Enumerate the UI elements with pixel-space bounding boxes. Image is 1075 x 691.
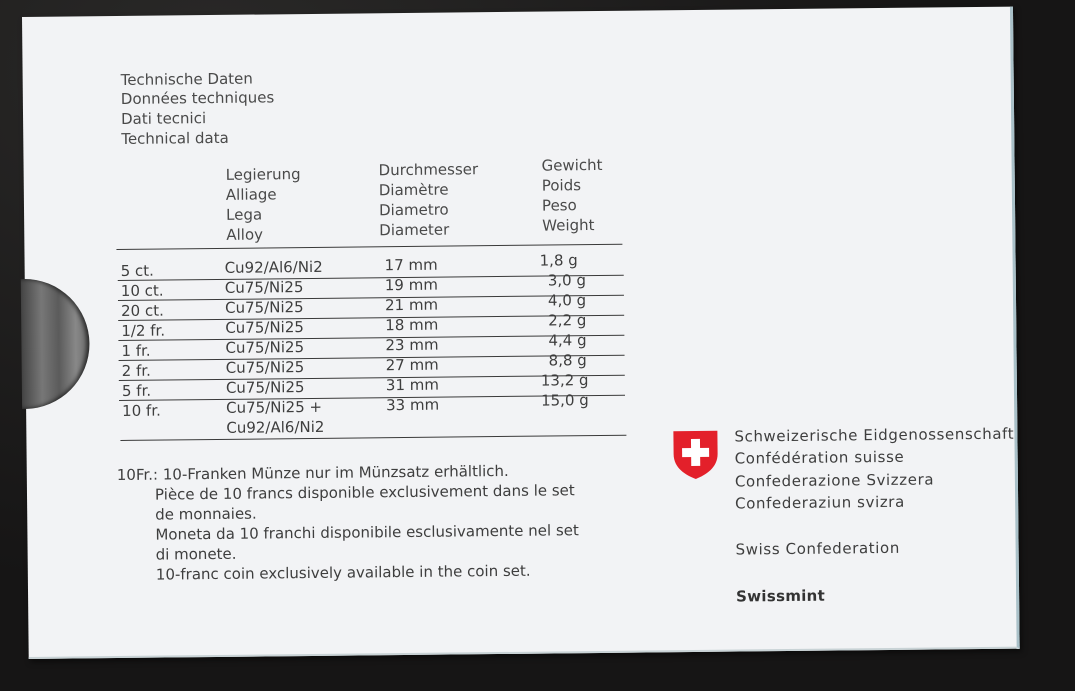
note-fr-2: de monnaies. xyxy=(155,504,257,524)
heading-de: Technische Daten xyxy=(120,69,253,89)
table-header-rule xyxy=(116,244,622,251)
alloy-cell: Cu75/Ni25 + xyxy=(226,397,323,417)
coin-cell: 5 ct. xyxy=(120,261,154,280)
weight-cell: 4,0 g xyxy=(547,291,587,310)
weight-cell: 4,4 g xyxy=(548,331,587,350)
coin-holder-notch xyxy=(21,278,90,409)
note-en: 10-franc coin exclusively available in the coin set. xyxy=(155,561,531,584)
col-weight-it: Peso xyxy=(541,196,577,215)
coin-cell: 5 fr. xyxy=(121,381,152,400)
confederation-en: Swiss Confederation xyxy=(735,538,900,559)
diameter-cell: 27 mm xyxy=(385,355,439,375)
swiss-shield-icon xyxy=(672,430,719,480)
extra-alloy-cell: Cu92/Al6/Ni2 xyxy=(226,417,325,437)
diameter-cell: 21 mm xyxy=(384,295,439,315)
col-weight-fr: Poids xyxy=(541,176,582,195)
weight-cell: 3,0 g xyxy=(547,271,587,290)
alloy-cell: Cu75/Ni25 xyxy=(225,358,305,377)
col-alloy-fr: Alliage xyxy=(225,185,277,204)
note-de: 10Fr.: 10-Franken Münze nur im Münzsatz erhältlich. xyxy=(116,461,509,485)
alloy-cell: Cu92/Al6/Ni2 xyxy=(224,257,323,277)
coin-cell: 1/2 fr. xyxy=(121,321,166,340)
diameter-cell: 33 mm xyxy=(385,395,440,415)
coin-cell: 1 fr. xyxy=(121,341,151,360)
heading-fr: Données techniques xyxy=(120,88,275,108)
col-weight-en: Weight xyxy=(542,216,595,235)
diameter-cell: 18 mm xyxy=(385,315,439,335)
confederation-it: Confederazione Svizzera xyxy=(734,470,935,491)
alloy-cell: Cu75/Ni25 xyxy=(224,278,304,297)
weight-cell: 13,2 g xyxy=(540,371,589,390)
col-alloy-de: Legierung xyxy=(225,165,301,184)
note-fr-1: Pièce de 10 francs disponible exclusivement dans le set xyxy=(154,481,575,504)
note-it-1: Moneta da 10 franchi disponibile esclusivamente nel set xyxy=(155,521,579,544)
alloy-cell: Cu75/Ni25 xyxy=(224,298,304,317)
weight-cell: 15,0 g xyxy=(540,391,589,410)
alloy-cell: Cu75/Ni25 xyxy=(225,338,305,357)
weight-cell: 2,2 g xyxy=(548,311,587,330)
coin-cell: 2 fr. xyxy=(121,361,151,380)
heading-it: Dati tecnici xyxy=(120,109,207,128)
col-alloy-it: Lega xyxy=(225,205,263,224)
heading-en: Technical data xyxy=(121,128,229,148)
diameter-cell: 19 mm xyxy=(384,275,439,295)
alloy-cell: Cu75/Ni25 xyxy=(225,378,305,397)
col-weight-de: Gewicht xyxy=(541,155,603,175)
col-diameter-fr: Diamètre xyxy=(378,180,449,200)
coin-set-card xyxy=(22,7,1020,659)
diameter-cell: 31 mm xyxy=(385,375,440,395)
col-alloy-en: Alloy xyxy=(226,225,264,244)
note-it-2: di monete. xyxy=(155,544,237,564)
weight-cell: 1,8 g xyxy=(539,251,578,270)
diameter-cell: 17 mm xyxy=(384,255,438,275)
confederation-rm: Confederaziun svizra xyxy=(735,492,905,513)
table-bottom-rule xyxy=(120,435,626,442)
col-diameter-it: Diametro xyxy=(378,200,449,220)
coin-cell: 10 fr. xyxy=(122,401,161,420)
alloy-cell: Cu75/Ni25 xyxy=(225,318,304,337)
swissmint-brand: Swissmint xyxy=(736,586,826,606)
confederation-fr: Confédération suisse xyxy=(734,447,905,468)
coin-cell: 20 ct. xyxy=(120,301,164,320)
coin-cell: 10 ct. xyxy=(120,281,164,300)
weight-cell: 8,8 g xyxy=(548,351,587,370)
col-diameter-en: Diameter xyxy=(379,220,450,240)
col-diameter-de: Durchmesser xyxy=(378,160,479,180)
confederation-de: Schweizerische Eidgenossenschaft xyxy=(734,424,1015,446)
diameter-cell: 23 mm xyxy=(385,335,439,355)
